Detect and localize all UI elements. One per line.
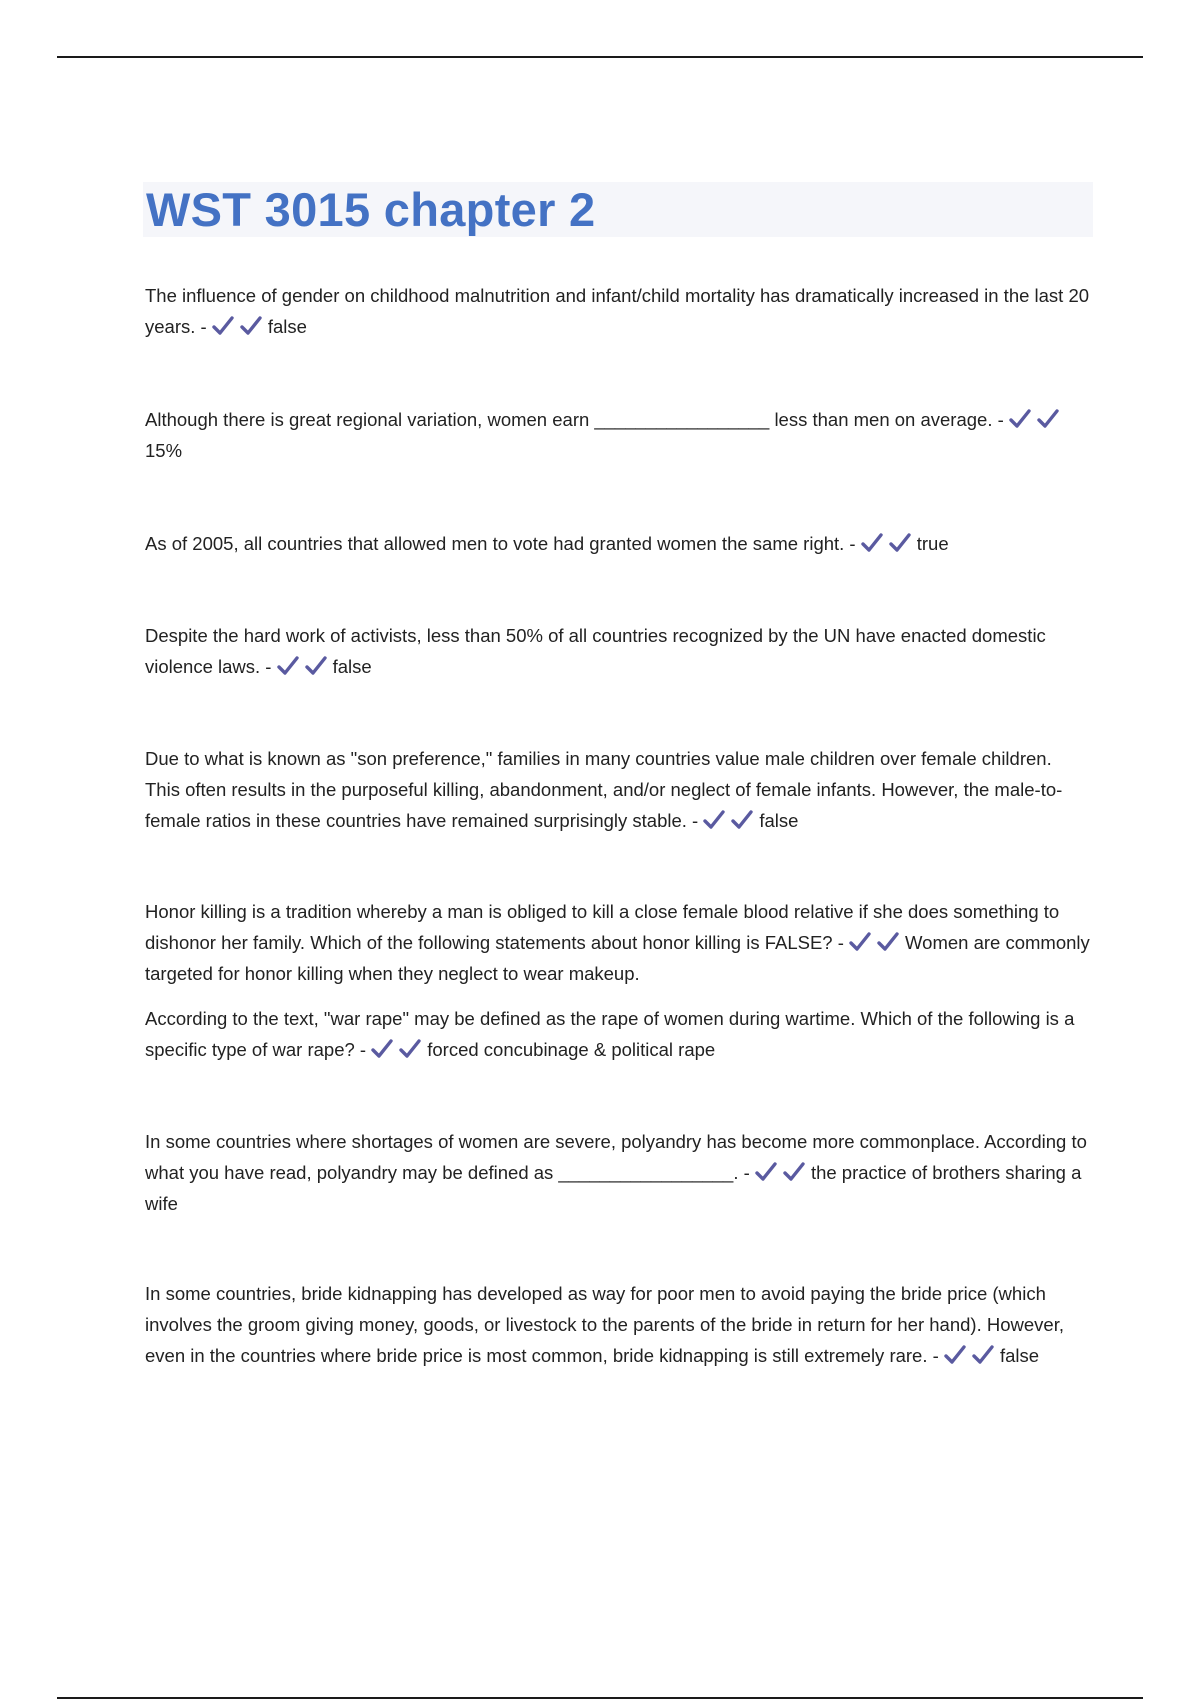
page-title: WST 3015 chapter 2 <box>146 183 596 236</box>
answer-text: false <box>759 810 799 831</box>
question-text: In some countries where shortages of women are severe, polyandry has become more commonplace. According to what you have read, polyandry may be defined as _________________. <box>145 1131 1087 1183</box>
check-icon <box>877 932 899 952</box>
answer-text: Women are commonly targeted for honor killing when they neglect to wear makeup. <box>145 932 1090 984</box>
check-icon <box>755 1162 777 1182</box>
check-icon <box>783 1162 805 1182</box>
qa-item <box>145 1278 1090 1371</box>
answer-text: false <box>999 1345 1040 1366</box>
check-icon <box>212 316 234 336</box>
question-text: Honor killing is a tradition whereby a man is obliged to kill a close female blood relative if she does something to dishonor her family. Which of the following statements about honor killing is FALSE? <box>145 901 1060 953</box>
separator: - <box>195 316 212 337</box>
check-icon <box>240 316 262 336</box>
check-icon <box>849 932 871 952</box>
top-rule <box>57 56 1143 58</box>
qa-item <box>145 743 1090 836</box>
qa-item <box>145 620 1090 682</box>
check-icon <box>305 656 327 676</box>
check-icon <box>731 810 753 830</box>
qa-item <box>145 280 1090 342</box>
answer-text: 15% <box>145 440 183 461</box>
qa-item <box>145 896 1090 989</box>
answer-text: forced concubinage & political rape <box>427 1039 716 1060</box>
separator: - <box>738 1162 755 1183</box>
qa-item <box>145 528 1090 559</box>
bottom-rule <box>57 1697 1143 1699</box>
check-icon <box>1009 409 1031 429</box>
check-icon <box>277 656 299 676</box>
check-icon <box>889 533 911 553</box>
check-icon <box>861 533 883 553</box>
question-text: According to the text, "war rape" may be defined as the rape of women during wartime. Which of the following is a specific type of war rape? <box>145 1008 1075 1060</box>
qa-item <box>145 1126 1090 1219</box>
check-icon <box>944 1345 966 1365</box>
question-text: Due to what is known as "son preference," families in many countries value male children over female children. This often results in the purposeful killing, abandonment, and/or neglect of female infants. However, the male-to-female ratios in these countries have remained surprisingly stable. <box>145 748 1063 831</box>
answer-text: the practice of brothers sharing a wife <box>145 1162 1082 1214</box>
separator: - <box>927 1345 944 1366</box>
answer-text: false <box>267 316 307 337</box>
question-text: In some countries, bride kidnapping has developed as way for poor men to avoid paying the bride price (which involves the groom giving money, goods, or livestock to the parents of the bride in return for her hand). However, even in the countries where bride price is most common, bride kidnapping is still extremely rare. <box>145 1283 1064 1366</box>
question-text: The influence of gender on childhood malnutrition and infant/child mortality has dramatically increased in the last 20 years. <box>145 285 1090 337</box>
separator: - <box>844 533 861 554</box>
question-text: Although there is great regional variation, women earn _________________ less than men on average. <box>145 409 993 430</box>
question-text: As of 2005, all countries that allowed men to vote had granted women the same right. <box>145 533 845 554</box>
answer-text: false <box>332 656 372 677</box>
check-icon <box>972 1345 994 1365</box>
separator: - <box>686 810 704 831</box>
check-icon <box>371 1039 393 1059</box>
separator: - <box>832 932 850 953</box>
separator: - <box>354 1039 372 1060</box>
check-icon <box>703 810 725 830</box>
separator: - <box>992 409 1009 430</box>
check-icon <box>399 1039 421 1059</box>
question-text: Despite the hard work of activists, less than 50% of all countries recognized by the UN have enacted domestic violence laws. <box>145 625 1046 677</box>
separator: - <box>260 656 277 677</box>
check-icon <box>1037 409 1059 429</box>
answer-text: true <box>916 533 949 554</box>
qa-item <box>145 404 1090 466</box>
qa-item <box>145 1003 1090 1065</box>
